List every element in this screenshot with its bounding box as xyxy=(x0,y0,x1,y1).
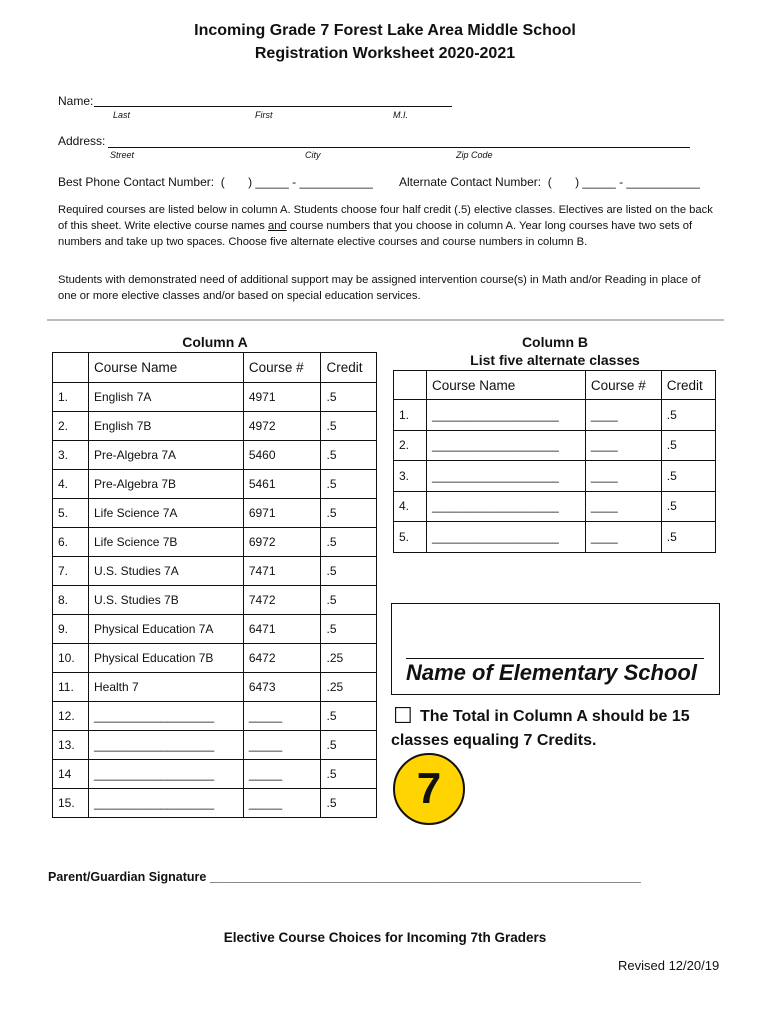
column-b-row-number: 1. xyxy=(394,400,427,431)
column-a-course-name: Physical Education 7B xyxy=(89,644,244,673)
column-a-row-number: 3. xyxy=(53,441,89,470)
column-a-course-name: Life Science 7B xyxy=(89,528,244,557)
column-a-course-name: U.S. Studies 7A xyxy=(89,557,244,586)
phone-field[interactable]: Best Phone Contact Number: ( ) _____ - ___________ xyxy=(58,175,373,189)
column-a-course-name: Health 7 xyxy=(89,673,244,702)
column-a-name-header: Course Name xyxy=(89,353,244,383)
column-a-row-number: 5. xyxy=(53,499,89,528)
address-field[interactable] xyxy=(108,147,690,148)
page-title: Incoming Grade 7 Forest Lake Area Middle School xyxy=(194,22,576,39)
column-b-credit: .5 xyxy=(661,491,715,522)
column-a-course-name: English 7A xyxy=(89,383,244,412)
column-a-row xyxy=(53,702,377,731)
column-b-course-name[interactable]: ___________________ xyxy=(427,430,586,461)
column-a-credit: .5 xyxy=(321,789,377,818)
column-b-row-number: 2. xyxy=(394,430,427,461)
alt-phone-field[interactable]: Alternate Contact Number: ( ) _____ - ___________ xyxy=(399,175,700,189)
column-a-credit: .5 xyxy=(321,470,377,499)
column-a-course-number: 6471 xyxy=(243,615,321,644)
column-a-course-name: English 7B xyxy=(89,412,244,441)
column-a-credit-header: Credit xyxy=(321,353,377,383)
total-note-line2: classes equaling 7 Credits. xyxy=(391,732,597,749)
column-b-credit: .5 xyxy=(661,522,715,553)
name-last-label: Last xyxy=(113,110,131,120)
column-b-subtitle: List five alternate classes xyxy=(470,352,640,368)
column-a-credit: .25 xyxy=(321,644,377,673)
column-a-num-header xyxy=(53,353,89,383)
column-a-course-number: 4971 xyxy=(243,383,321,412)
column-a-course-name[interactable]: __________________ xyxy=(89,789,244,818)
column-b-row-number: 3. xyxy=(394,461,427,492)
page-subtitle: Registration Worksheet 2020-2021 xyxy=(254,45,516,62)
column-a-row-number: 11. xyxy=(53,673,89,702)
column-a-row-number: 14 xyxy=(53,760,89,789)
column-b-course-number[interactable]: ____ xyxy=(585,491,661,522)
column-a-credit: .5 xyxy=(321,383,377,412)
name-label: Name: xyxy=(58,94,94,108)
column-a-row-number: 12. xyxy=(53,702,89,731)
column-b-row xyxy=(394,400,716,431)
column-a-row xyxy=(53,557,377,586)
column-a-course-number[interactable]: _____ xyxy=(243,731,321,760)
instructions-text-b: course numbers that you choose in column A. Year long courses have two sets of numbers and take up two spaces. Choose five alternate elective courses and course numbers in column B. xyxy=(58,220,693,248)
column-a-title: Column A xyxy=(182,334,248,350)
signature-field[interactable]: Parent/Guardian Signature ______________________________________________________________ xyxy=(48,870,641,884)
column-a-credit: .5 xyxy=(321,702,377,731)
column-a-course-number[interactable]: _____ xyxy=(243,702,321,731)
column-a-row xyxy=(53,760,377,789)
instructions-text-a: Required courses are listed below in column A. Students choose four half credit (.5) elective classes. Electives are listed on the back of this sheet. Write elective course names xyxy=(58,204,713,232)
column-a-course-name: Pre-Algebra 7A xyxy=(89,441,244,470)
column-a-credit: .5 xyxy=(321,499,377,528)
column-a-row-number: 6. xyxy=(53,528,89,557)
column-a-course-number: 6972 xyxy=(243,528,321,557)
column-a-row xyxy=(53,470,377,499)
column-a-row-number: 10. xyxy=(53,644,89,673)
column-a-row-number: 13. xyxy=(53,731,89,760)
column-a-row-number: 7. xyxy=(53,557,89,586)
column-a-row xyxy=(53,499,377,528)
column-b-course-number[interactable]: ____ xyxy=(585,400,661,431)
column-a-course-number[interactable]: _____ xyxy=(243,760,321,789)
grade-seven-badge: 7 xyxy=(393,753,465,825)
column-a-credit: .5 xyxy=(321,557,377,586)
column-a-credit: .5 xyxy=(321,441,377,470)
column-a-row-number: 15. xyxy=(53,789,89,818)
column-a-row-number: 9. xyxy=(53,615,89,644)
column-a-row xyxy=(53,528,377,557)
column-a-row xyxy=(53,615,377,644)
column-b-row xyxy=(394,430,716,461)
column-a-course-number: 4972 xyxy=(243,412,321,441)
revised-date: Revised 12/20/19 xyxy=(618,958,720,973)
elementary-school-label: Name of Elementary School xyxy=(406,660,697,685)
column-a-row xyxy=(53,412,377,441)
column-a-credit: .5 xyxy=(321,760,377,789)
column-b-credit: .5 xyxy=(661,461,715,492)
column-a-row xyxy=(53,673,377,702)
column-a-credit: .5 xyxy=(321,731,377,760)
address-label: Address: xyxy=(58,134,106,148)
column-a-row xyxy=(53,586,377,615)
column-a-table xyxy=(52,352,377,818)
column-b-credit-header: Credit xyxy=(661,371,715,400)
column-a-number-header: Course # xyxy=(243,353,321,383)
divider xyxy=(47,319,724,321)
column-b-course-name[interactable]: ___________________ xyxy=(427,522,586,553)
name-first-label: First xyxy=(255,110,273,120)
name-mi-label: M.I. xyxy=(393,110,408,120)
column-b-row xyxy=(394,522,716,553)
column-a-course-name: Life Science 7A xyxy=(89,499,244,528)
column-a-course-number: 6472 xyxy=(243,644,321,673)
column-b-row xyxy=(394,461,716,492)
column-b-name-header: Course Name xyxy=(427,371,586,400)
column-b-credit: .5 xyxy=(661,430,715,461)
column-a-course-number: 7471 xyxy=(243,557,321,586)
elective-title: Elective Course Choices for Incoming 7th Graders xyxy=(223,930,547,945)
column-a-credit: .5 xyxy=(321,528,377,557)
column-a-credit: .25 xyxy=(321,673,377,702)
column-a-course-number: 6971 xyxy=(243,499,321,528)
column-a-course-name: U.S. Studies 7B xyxy=(89,586,244,615)
address-city-label: City xyxy=(305,150,321,160)
column-a-row xyxy=(53,731,377,760)
column-a-credit: .5 xyxy=(321,615,377,644)
column-a-row xyxy=(53,441,377,470)
column-a-course-number: 6473 xyxy=(243,673,321,702)
column-b-course-name[interactable]: ___________________ xyxy=(427,491,586,522)
column-a-row-number: 2. xyxy=(53,412,89,441)
column-a-course-name[interactable]: __________________ xyxy=(89,702,244,731)
column-b-row xyxy=(394,491,716,522)
column-a-course-name[interactable]: __________________ xyxy=(89,731,244,760)
column-a-course-number: 5461 xyxy=(243,470,321,499)
column-a-row-number: 8. xyxy=(53,586,89,615)
column-a-course-name: Physical Education 7A xyxy=(89,615,244,644)
column-a-course-name[interactable]: __________________ xyxy=(89,760,244,789)
column-a-row xyxy=(53,383,377,412)
column-a-course-number: 5460 xyxy=(243,441,321,470)
column-b-row-number: 4. xyxy=(394,491,427,522)
elementary-school-line xyxy=(406,658,704,659)
column-a-row-number: 1. xyxy=(53,383,89,412)
column-b-course-number[interactable]: ____ xyxy=(585,461,661,492)
instructions-paragraph-2: Students with demonstrated need of additional support may be assigned intervention course(s) in Math and/or Reading in place of one or more elective classes and/or based on special education services. xyxy=(58,274,701,302)
instructions-paragraph-1 xyxy=(58,202,722,250)
total-checkbox[interactable]: ☐ xyxy=(393,703,413,728)
name-field[interactable] xyxy=(94,106,452,107)
column-a-row xyxy=(53,789,377,818)
column-a-row xyxy=(53,644,377,673)
column-b-num-header xyxy=(394,371,427,400)
elementary-school-box[interactable] xyxy=(391,603,720,695)
column-b-title: Column B xyxy=(521,334,589,350)
column-b-row-number: 5. xyxy=(394,522,427,553)
column-a-course-number[interactable]: _____ xyxy=(243,789,321,818)
column-b-table xyxy=(393,370,716,553)
column-b-course-name[interactable]: ___________________ xyxy=(427,400,586,431)
column-b-course-name[interactable]: ___________________ xyxy=(427,461,586,492)
address-street-label: Street xyxy=(110,150,135,160)
column-a-course-name: Pre-Algebra 7B xyxy=(89,470,244,499)
column-a-credit: .5 xyxy=(321,412,377,441)
column-b-number-header: Course # xyxy=(585,371,661,400)
column-b-course-number[interactable]: ____ xyxy=(585,430,661,461)
column-a-row-number: 4. xyxy=(53,470,89,499)
column-b-course-number[interactable]: ____ xyxy=(585,522,661,553)
address-zip-label: Zip Code xyxy=(456,150,493,160)
instructions-and: and xyxy=(267,220,287,232)
column-a-course-number: 7472 xyxy=(243,586,321,615)
column-b-credit: .5 xyxy=(661,400,715,431)
total-note-line1: The Total in Column A should be 15 xyxy=(420,708,690,725)
column-a-credit: .5 xyxy=(321,586,377,615)
